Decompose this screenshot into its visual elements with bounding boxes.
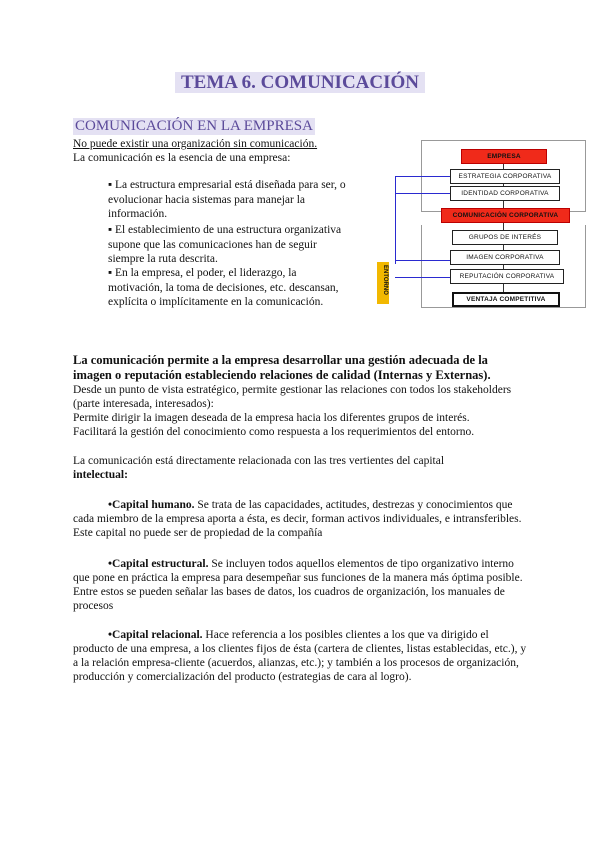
capital-estructural-label: •Capital estructural. bbox=[108, 558, 209, 570]
bullet-2: ▪ El establecimiento de una estructura organizativa supone que las comunicaciones han de seguir siempre la ruta descrita. bbox=[108, 224, 342, 266]
capital-relacional-text: Hace referencia a los posibles clientes a los que va dirigido el producto de una empresa, a los clientes fijos de ésta (cartera de clientes, listas establecidas, etc.), y a la relación empresa-cliente (acuerdos, alianzas, etc.); y también a los procesos de organización, producción y comercialización del producto (estrategias de cara al logro). bbox=[73, 629, 527, 683]
capital-humano-text: Se trata de las capacidades, actitudes, destrezas y conocimientos que cada miembro de la empresa aporta a ésta, es decir, forman activos individuales, e intransferibles. Este capital no puede ser de propiedad de la compañía bbox=[73, 499, 522, 539]
box-ventaja: VENTAJA COMPETITIVA bbox=[452, 292, 560, 307]
connector-line bbox=[395, 193, 450, 194]
paragraph-1-bold: La comunicación permite a la empresa desarrollar una gestión adecuada de la imagen o reputación estableciendo relaciones de calidad (Internas y Externas). bbox=[73, 353, 491, 382]
capital-humano-label: •Capital humano. bbox=[108, 499, 195, 511]
arrow bbox=[503, 284, 504, 292]
box-imagen: IMAGEN CORPORATIVA bbox=[450, 250, 560, 265]
paragraph-1-text-3: Facilitará la gestión del conocimiento como respuesta a los requerimientos del entorno. bbox=[73, 426, 475, 438]
section-title: COMUNICACIÓN EN LA EMPRESA bbox=[75, 118, 313, 134]
connector-line bbox=[395, 260, 450, 261]
connector-line bbox=[395, 277, 450, 278]
arrow bbox=[503, 201, 504, 208]
capital-relacional bbox=[73, 628, 528, 684]
box-estrategia: ESTRATEGIA CORPORATIVA bbox=[450, 169, 560, 184]
page-title-text: TEMA 6. COMUNICACIÓN bbox=[175, 72, 425, 93]
paragraph-1-text-2: Permite dirigir la imagen deseada de la empresa hacia los diferentes grupos de interés. bbox=[73, 412, 470, 424]
entorno-label bbox=[377, 262, 389, 304]
box-identidad: IDENTIDAD CORPORATIVA bbox=[450, 186, 560, 201]
connector-line bbox=[395, 176, 450, 177]
paragraph-2 bbox=[73, 454, 528, 482]
capital-estructural-text: Se incluyen todos aquellos elementos de tipo organizativo interno que pone en práctica la empresa para desempeñar sus funciones de la manera más óptima posible. Entre estos se pueden señalar las bases de datos, los cuadros de organización, los manuales de procesos bbox=[73, 558, 523, 612]
page-title bbox=[0, 72, 600, 94]
entorno-text: ENTORNO bbox=[382, 265, 388, 295]
intro-line-1: No puede existir una organización sin comunicación. bbox=[73, 138, 318, 150]
connector-line bbox=[395, 176, 396, 264]
paragraph-1 bbox=[73, 353, 528, 439]
arrow bbox=[503, 223, 504, 230]
capital-relacional-label: •Capital relacional. bbox=[108, 629, 203, 641]
box-comunicacion: COMUNICACIÓN CORPORATIVA bbox=[441, 208, 570, 223]
box-grupos: GRUPOS DE INTERÉS bbox=[452, 230, 558, 245]
intro-line-2: La comunicación es la esencia de una empresa: bbox=[73, 152, 291, 164]
box-empresa: EMPRESA bbox=[461, 149, 547, 164]
box-reputacion: REPUTACIÓN CORPORATIVA bbox=[450, 269, 564, 284]
paragraph-2-bold: intelectual: bbox=[73, 469, 128, 481]
bullet-3: ▪ En la empresa, el poder, el liderazgo, la motivación, la toma de decisiones, etc. descansan, explícita o implícitamente en la comunicación. bbox=[108, 267, 339, 309]
bullet-1: ▪ La estructura empresarial está diseñada para ser, o evolucionar hacia sistemas para manejar la información. bbox=[108, 179, 346, 221]
paragraph-2-text: La comunicación está directamente relacionada con las tres vertientes del capital bbox=[73, 455, 445, 467]
capital-estructural bbox=[73, 557, 528, 613]
paragraph-1-text-1: Desde un punto de vista estratégico, permite gestionar las relaciones con todos los stakeholders (parte interesada, interesados): bbox=[73, 384, 512, 410]
capital-humano bbox=[73, 498, 528, 540]
